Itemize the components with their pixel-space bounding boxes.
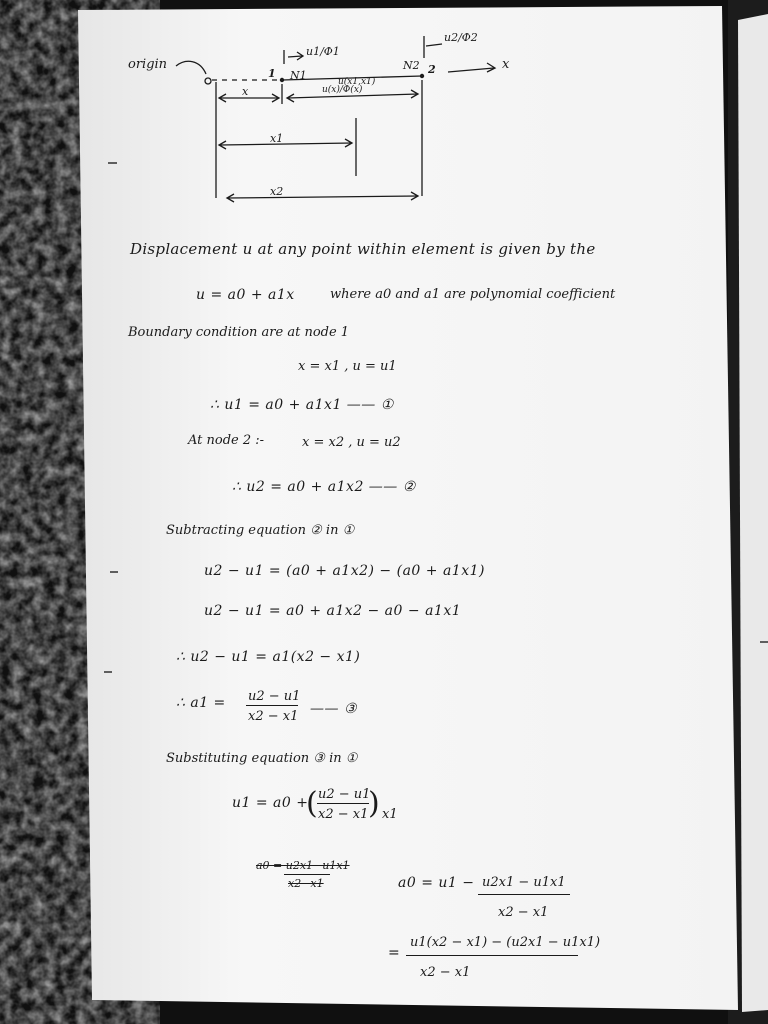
x1-dimension-label: x1 xyxy=(270,132,284,145)
right-paren: ) xyxy=(368,786,380,821)
node2-number: 2 xyxy=(428,63,436,76)
crossed-out-a0: a0 = u2x1−u1x1 xyxy=(256,859,350,872)
origin-point xyxy=(205,78,211,84)
u1-fraction-bar xyxy=(317,803,369,804)
node2-condition: x = x2 , u = u2 xyxy=(302,435,401,450)
left-paren: ( xyxy=(306,786,318,821)
a0-denominator: x2 − x1 xyxy=(498,905,549,920)
final-fraction-bar xyxy=(406,955,578,956)
equation-3-tag: —— ③ xyxy=(310,701,358,717)
coefficient-note: where a0 and a1 are polynomial coefficient xyxy=(330,287,616,302)
point-label-2: u(x)/Φ(x) xyxy=(322,85,363,95)
subtraction-step-3: ∴ u2 − u1 = a1(x2 − x1) xyxy=(176,649,361,665)
substituting-heading: Substituting equation ③ in ① xyxy=(166,751,358,766)
a0-numerator: u2x1 − u1x1 xyxy=(482,875,566,890)
displacement-statement: Displacement u at any point within element is given by the xyxy=(130,240,596,258)
displacement-equation: u = a0 + a1x xyxy=(196,287,295,303)
a1-denominator: x2 − x1 xyxy=(248,709,299,724)
force2-label: u2/Φ2 xyxy=(444,31,478,44)
a0-lhs: a0 = u1 − xyxy=(398,875,475,891)
a1-lhs: ∴ a1 = xyxy=(176,695,226,711)
node1-number: 1 xyxy=(268,67,276,80)
u1-denominator: x2 − x1 xyxy=(318,807,369,822)
node1-point xyxy=(280,78,284,82)
a1-fraction-bar xyxy=(246,705,298,706)
u1-lhs: u1 = a0 + xyxy=(232,795,309,811)
u1-tail: x1 xyxy=(382,807,398,822)
crossed-out-fraction-bar xyxy=(284,874,330,875)
x-dimension-label: x xyxy=(242,85,249,98)
x2-dimension-label: x2 xyxy=(270,185,284,198)
point-label: u(x1,x1) xyxy=(338,77,376,87)
subtraction-step-2: u2 − u1 = a0 + a1x2 − a0 − a1x1 xyxy=(204,603,462,619)
node1-condition: x = x1 , u = u1 xyxy=(298,359,397,374)
force1-label: u1/Φ1 xyxy=(306,45,340,58)
subtraction-step-1: u2 − u1 = (a0 + a1x2) − (a0 + a1x1) xyxy=(204,563,485,579)
boundary-condition-heading: Boundary condition are at node 1 xyxy=(128,325,350,340)
node2-name: N2 xyxy=(403,59,420,72)
node2-point xyxy=(420,74,424,78)
equation-1: ∴ u1 = a0 + a1x1 —— ① xyxy=(210,397,394,413)
origin-label: origin xyxy=(128,57,168,72)
x-axis-label: x xyxy=(502,57,510,72)
node1-name: N1 xyxy=(290,69,307,82)
u1-numerator: u2 − u1 xyxy=(318,787,371,802)
final-equals: = xyxy=(388,945,401,961)
final-denominator: x2 − x1 xyxy=(420,965,471,980)
a1-numerator: u2 − u1 xyxy=(248,689,301,704)
final-numerator: u1(x2 − x1) − (u2x1 − u1x1) xyxy=(410,935,601,950)
equation-2: ∴ u2 = a0 + a1x2 —— ② xyxy=(232,479,416,495)
subtracting-heading: Subtracting equation ② in ① xyxy=(166,523,355,538)
node2-heading: At node 2 :- xyxy=(188,433,265,448)
a0-fraction-bar xyxy=(478,894,570,895)
crossed-out-a0-denominator: x2−x1 xyxy=(288,877,324,890)
origin-arrow xyxy=(176,61,206,74)
